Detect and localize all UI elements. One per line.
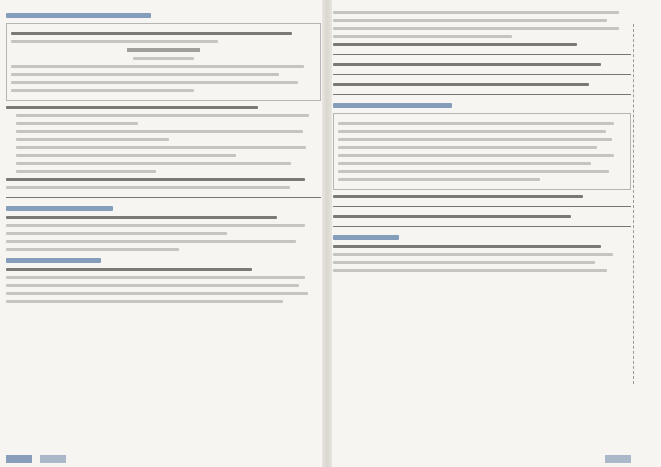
question-stem	[6, 178, 305, 181]
question-stem	[6, 216, 277, 219]
question-stem	[333, 63, 601, 66]
answer-line[interactable]	[333, 206, 631, 207]
footer-tag	[605, 455, 631, 463]
reading-passage-box	[6, 23, 321, 101]
question-stem	[6, 268, 252, 271]
section-heading	[333, 235, 399, 240]
question-stem	[6, 106, 258, 109]
answer-line[interactable]	[333, 226, 631, 227]
answer-line[interactable]	[6, 197, 321, 198]
sidebar-label	[640, 194, 650, 354]
reading-passage-box	[333, 113, 631, 190]
left-page	[6, 6, 321, 453]
footer-tag	[40, 455, 66, 463]
page-gutter	[322, 0, 332, 467]
right-page	[333, 6, 631, 453]
answer-line[interactable]	[333, 74, 631, 75]
question-stem	[333, 43, 577, 46]
question-stem	[333, 83, 589, 86]
question-stem	[333, 215, 571, 218]
passage-title	[127, 48, 200, 52]
right-footer	[601, 453, 631, 465]
section-heading	[333, 103, 452, 108]
left-footer	[6, 453, 66, 465]
question-stem	[333, 245, 601, 248]
choice-list	[16, 114, 321, 173]
question-stem	[333, 195, 583, 198]
page-number	[6, 455, 32, 463]
cut-line-sidebar	[633, 24, 654, 384]
section-heading	[6, 258, 101, 263]
answer-line[interactable]	[333, 94, 631, 95]
section-heading	[6, 13, 151, 18]
answer-line[interactable]	[333, 54, 631, 55]
section-heading	[6, 206, 113, 211]
